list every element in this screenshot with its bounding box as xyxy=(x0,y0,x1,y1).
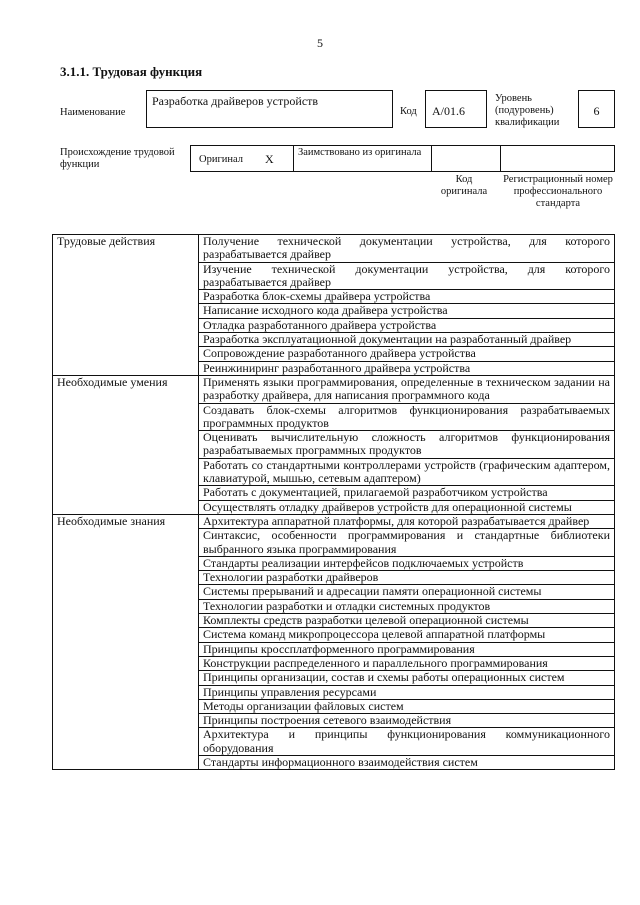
item-cell: Создавать блок-схемы алгоритмов функционирования разрабатываемых программных продуктов xyxy=(199,403,615,431)
item-cell: Технологии разработки драйверов xyxy=(199,571,615,585)
item-cell: Методы организации файловых систем xyxy=(199,699,615,713)
item-cell: Осуществлять отладку драйверов устройств для операционной системы xyxy=(199,500,615,514)
divider xyxy=(500,146,501,171)
item-cell: Технологии разработки и отладки системных продуктов xyxy=(199,599,615,613)
labor-function-table xyxy=(52,234,615,770)
name-value: Разработка драйверов устройств xyxy=(152,94,319,108)
item-cell: Применять языки программирования, определенные в техническом задании на разработку драйвера, для написания программного кода xyxy=(199,375,615,403)
item-cell: Разработка блок-схемы драйвера устройства xyxy=(199,290,615,304)
level-label: Уровень (подуровень) квалификации xyxy=(495,93,560,128)
item-cell: Синтаксис, особенности программирования и стандартные библиотеки выбранного языка программирования xyxy=(199,529,615,557)
item-cell: Работать со стандартными контроллерами устройств (графическим адаптером, клавиатурой, мышью, сетевым адаптером) xyxy=(199,458,615,486)
category-cell: Необходимые умения xyxy=(53,375,199,514)
category-cell: Необходимые знания xyxy=(53,514,199,769)
item-cell: Написание исходного кода драйвера устройства xyxy=(199,304,615,318)
table-row xyxy=(53,375,615,403)
level-value: 6 xyxy=(593,104,600,118)
code-label: Код xyxy=(400,106,417,117)
item-cell: Принципы организации, состав и схемы работы операционных систем xyxy=(199,671,615,685)
item-cell: Отладка разработанного драйвера устройства xyxy=(199,318,615,332)
item-cell: Оценивать вычислительную сложность алгоритмов функционирования разрабатываемых программных продуктов xyxy=(199,431,615,459)
divider xyxy=(293,146,294,171)
section-title: 3.1.1. Трудовая функция xyxy=(60,64,203,79)
origin-label: Происхождение трудовой функции xyxy=(60,147,175,170)
item-cell: Сопровождение разработанного драйвера устройства xyxy=(199,347,615,361)
item-cell: Комплекты средств разработки целевой операционной системы xyxy=(199,614,615,628)
table-row xyxy=(53,514,615,528)
level-value-box xyxy=(578,90,615,128)
item-cell: Работать с документацией, прилагаемой разработчиком устройства xyxy=(199,486,615,500)
item-cell: Изучение технической документации устройства, для которого разрабатывается драйвер xyxy=(199,262,615,290)
original-label: Оригинал xyxy=(199,154,243,165)
item-cell: Принципы управления ресурсами xyxy=(199,685,615,699)
reg-number-label: Регистрационный номер профессионального стандарта xyxy=(503,174,613,209)
item-cell: Система команд микропроцессора целевой аппаратной платформы xyxy=(199,628,615,642)
name-value-box xyxy=(146,90,393,128)
item-cell: Системы прерываний и адресации памяти операционной системы xyxy=(199,585,615,599)
item-cell: Реинжиниринг разработанного драйвера устройства xyxy=(199,361,615,375)
category-cell: Трудовые действия xyxy=(53,235,199,376)
borrowed-label: Заимствовано из оригинала xyxy=(298,147,422,158)
divider xyxy=(431,146,432,171)
item-cell: Стандарты информационного взаимодействия систем xyxy=(199,755,615,769)
page-number: 5 xyxy=(317,36,323,50)
item-cell: Принципы кроссплатформенного программирования xyxy=(199,642,615,656)
item-cell: Архитектура аппаратной платформы, для которой разрабатывается драйвер xyxy=(199,514,615,528)
item-cell: Принципы построения сетевого взаимодействия xyxy=(199,714,615,728)
item-cell: Разработка эксплуатационной документации на разработанный драйвер xyxy=(199,333,615,347)
name-label: Наименование xyxy=(60,107,126,118)
item-cell: Архитектура и принципы функционирования коммуникационного оборудования xyxy=(199,728,615,756)
code-original-label: Код оригинала xyxy=(440,174,488,197)
item-cell: Стандарты реализации интерфейсов подключаемых устройств xyxy=(199,556,615,570)
table-row xyxy=(53,235,615,263)
code-value: A/01.6 xyxy=(432,104,465,118)
item-cell: Конструкции распределенного и параллельного программирования xyxy=(199,656,615,670)
original-mark: X xyxy=(265,152,274,166)
item-cell: Получение технической документации устройства, для которого разрабатывается драйвер xyxy=(199,235,615,263)
code-value-box xyxy=(425,90,487,128)
origin-table xyxy=(190,145,615,172)
